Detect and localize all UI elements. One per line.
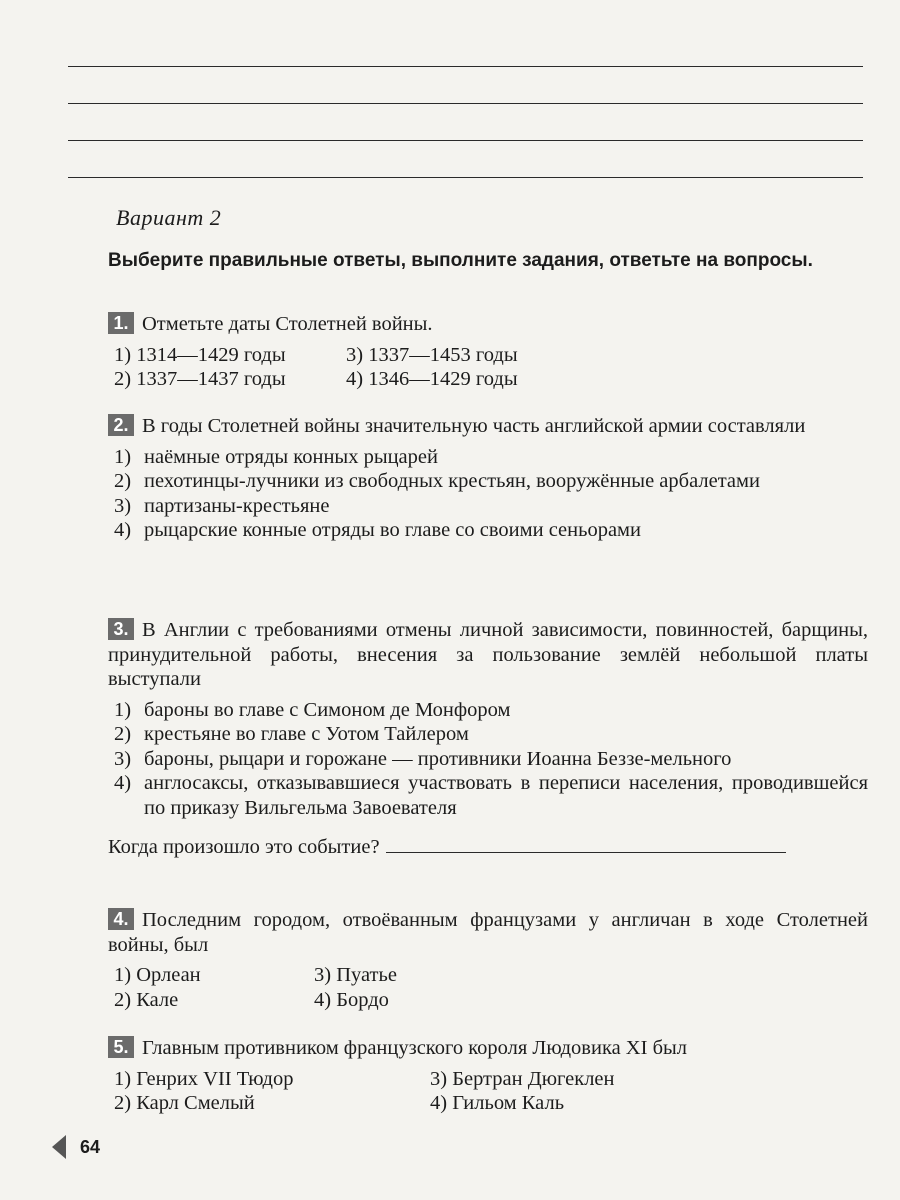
task-number: 3. [108,618,134,640]
page-number: 64 [80,1137,101,1157]
option[interactable]: 1) Генрих VII Тюдор [114,1067,294,1090]
option-text: пехотинцы-лучники из свободных крестьян, вооружённые арбалетами [144,470,760,492]
answer-line[interactable] [68,177,863,178]
answer-options [108,698,868,821]
question-text: В годы Столетней войны значительную часть английской армии составляли [142,415,806,437]
option[interactable]: 3) Пуатье [314,964,397,986]
task-question [108,618,868,692]
task-number: 5. [108,1036,134,1058]
option[interactable]: 2) 1337—1437 годы [114,368,286,390]
variant-title: Вариант 2 [116,205,222,230]
task-4 [108,908,868,1012]
option[interactable] [108,722,868,747]
option-number: 3) [114,747,132,770]
option-number: 4) [114,772,132,794]
task-question [108,1036,868,1061]
followup-question [108,834,868,860]
answer-line[interactable] [68,140,863,141]
option[interactable]: 3) 1337—1453 годы [346,343,518,366]
option[interactable]: 2) Кале [114,988,179,1011]
task-2 [108,414,868,543]
task-question [108,414,868,439]
task-number: 2. [108,414,134,436]
option[interactable]: 4) Бордо [314,988,389,1011]
answer-options [108,445,868,543]
task-5 [108,1036,868,1116]
task-number: 4. [108,908,134,930]
option[interactable] [108,445,868,470]
option[interactable]: 4) 1346—1429 годы [346,368,518,390]
option-text: бароны, рыцари и горожане — противники Иоанна Беззе-мельного [144,747,732,770]
option-number: 3) [114,494,132,517]
question-text: Отметьте даты Столетней войны. [142,313,433,335]
option[interactable]: 2) Карл Смелый [114,1092,255,1114]
option[interactable] [108,747,868,772]
option[interactable]: 1) 1314—1429 годы [114,343,286,366]
page-corner-triangle-icon [52,1135,66,1159]
task-question [108,908,868,957]
answer-line[interactable] [68,103,863,104]
option-text: партизаны-крестьяне [144,494,330,517]
option-text: бароны во главе с Симоном де Монфором [144,698,511,721]
option[interactable]: 3) Бертран Дюгеклен [430,1067,615,1090]
option[interactable]: 4) Гильом Каль [430,1092,565,1114]
answer-options [108,343,868,392]
answer-options [108,1067,868,1116]
option-number: 1) [114,445,132,468]
question-text: В Англии с требованиями отмены личной зависимости, повинностей, барщины, принудительной работы, внесения за пользование землёй небольшой платы выступали [108,619,868,690]
option-number: 2) [114,723,132,745]
option-text: крестьяне во главе с Уотом Тайлером [144,723,469,745]
question-text: Последним городом, отвоёванным французами у англичан в ходе Столетней войны, был [108,909,868,956]
option-number: 4) [114,519,132,541]
answer-line[interactable] [386,834,786,853]
followup-text: Когда произошло это событие? [108,836,380,858]
option-number: 1) [114,698,132,721]
task-1 [108,312,868,392]
option[interactable] [108,771,868,820]
task-3 [108,618,868,860]
option-text: англосаксы, отказывавшиеся участвовать в переписи населения, проводившейся по приказу Вильгельма Завоевателя [144,772,868,819]
option-text: наёмные отряды конных рыцарей [144,445,438,468]
answer-options [108,963,868,1012]
task-number: 1. [108,312,134,334]
option[interactable] [108,698,868,723]
option[interactable] [108,494,868,519]
option-number: 2) [114,470,132,492]
option-text: рыцарские конные отряды во главе со своими сеньорами [144,519,642,541]
option[interactable] [108,518,868,543]
task-question [108,312,868,337]
instructions: Выберите правильные ответы, выполните задания, ответьте на вопросы. [108,250,813,271]
question-text: Главным противником французского короля Людовика XI был [142,1037,688,1059]
option[interactable]: 1) Орлеан [114,964,201,986]
option[interactable] [108,469,868,494]
answer-line[interactable] [68,66,863,67]
